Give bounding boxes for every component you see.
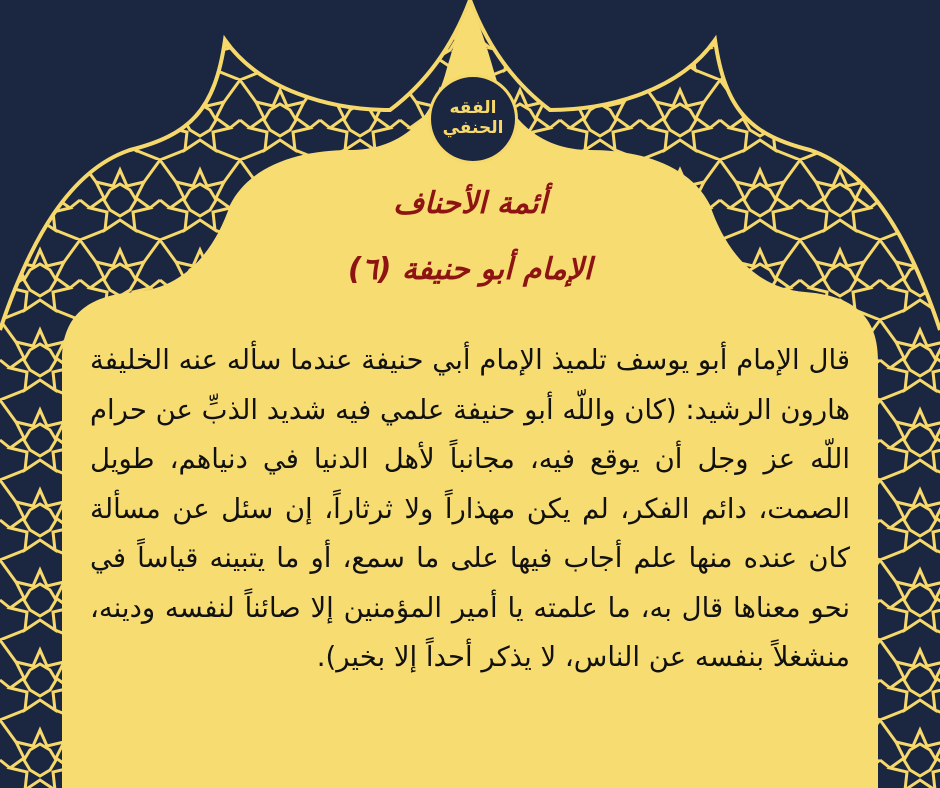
logo-line-2: الحنفي	[442, 118, 504, 138]
page-subtitle: الإمام أبو حنيفة (٦)	[347, 252, 593, 287]
page-title: أئمة الأحناف	[393, 186, 547, 221]
logo-badge	[428, 74, 518, 164]
logo-line-1: الفقه	[449, 98, 497, 119]
quote-paragraph: قال الإمام أبو يوسف تلميذ الإمام أبي حنيفة عندما سأله عنه الخليفة هارون الرشيد: (كان واللّه أبو حنيفة علمي فيه شديد الذبِّ عن حرام اللّه عز وجل أن يوقع فيه، مجانباً لأهل الدنيا في دنياهم، طويل الصمت، دائم الفكر، لم يكن مهذاراً ولا ثرثاراً، إن سئل عن مسألة كان عنده منها علم أجاب فيها على ما سمع، أو ما يتبينه قياساً في نحو معناها قال به، ما علمته يا أمير المؤمنين إلا صائناً لنفسه ودينه، منشغلاً بنفسه عن الناس، لا يذكر أحداً إلا بخير).	[90, 344, 850, 673]
